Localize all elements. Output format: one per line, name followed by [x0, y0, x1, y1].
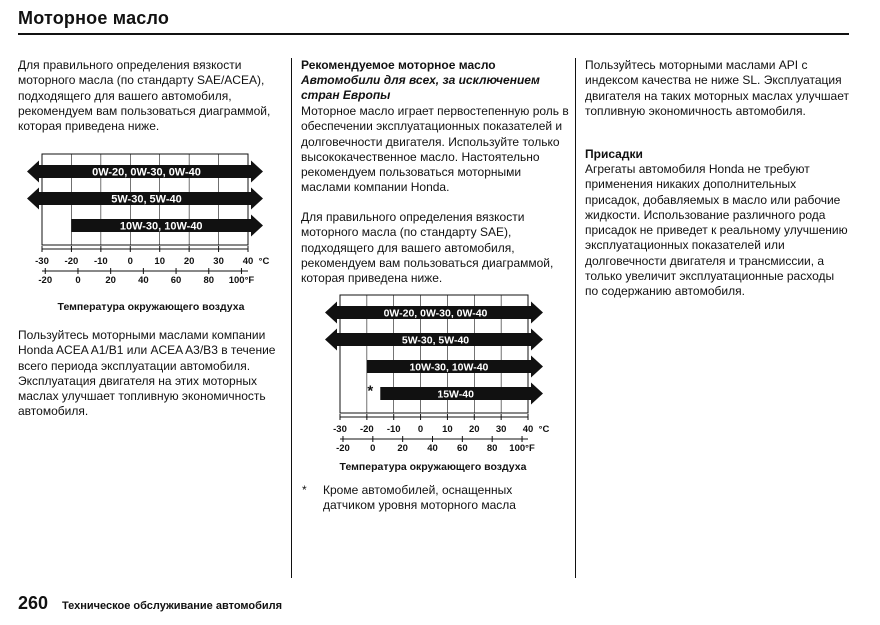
chart1-f-tick-label: -20 — [38, 275, 53, 286]
chart2-c-unit: °C — [538, 424, 550, 435]
page-number: 260 — [18, 593, 49, 613]
footnote-text: Кроме автомобилей, оснащенных датчиком уровня моторного масла — [323, 483, 516, 513]
chart1-f-tick-label: 0 — [75, 275, 81, 286]
chart2-caption: Температура окружающего воздуха — [339, 461, 527, 473]
chart2-bar-label-3: 10W-30, 10W-40 — [409, 361, 489, 374]
recommended-oil-heading: Рекомендуемое моторное масло — [301, 58, 496, 72]
chart2-bar-label-2: 5W-30, 5W-40 — [401, 334, 470, 347]
chart2-c-tick-label: -20 — [359, 424, 374, 435]
chart2-f-tick-label: 20 — [397, 443, 408, 454]
chart1-c-tick-label: 40 — [242, 256, 254, 267]
chart1-caption: Температура окружающего воздуха — [57, 301, 245, 313]
column-divider-2 — [575, 58, 576, 578]
footnote-asterisk: * — [302, 483, 307, 497]
chart1-c-tick-label: -20 — [64, 256, 79, 267]
chart1-bar-label-1: 0W-20, 0W-30, 0W-40 — [92, 166, 201, 179]
col1-body-text: Пользуйтесь моторными маслами компании Honda ACEA A1/B1 или ACEA A3/B3 в течение всего периода эксплуатации автомобиля. Эксплуатация двигателя на этих моторных маслах улучшает топливную экономичность автомобиля. — [18, 328, 276, 419]
chart2-f-tick-label: 60 — [457, 443, 468, 454]
chart2-c-tick-label: 40 — [522, 424, 534, 435]
chart2-f-tick-label: 100°F — [509, 443, 535, 454]
chart2-c-tick-label: 10 — [442, 424, 453, 435]
viscosity-chart-non-europe — [318, 293, 558, 459]
chart2-c-tick-label: 0 — [417, 424, 424, 435]
col1-intro-text: Для правильного определения вязкости моторного масла (по стандарту SAE/ACEA), подходящего для вашего автомобиля, рекомендуем вам пользоваться диаграммой, которая приведена ниже. — [18, 58, 271, 134]
col3-para1: Пользуйтесь моторными маслами API с индексом качества не ниже SL. Эксплуатация двигателя на таких моторных маслах улучшает топливную экономичность автомобиля. — [585, 58, 849, 118]
col2-para1: Моторное масло играет первостепенную роль в обеспечении эксплуатационных показателей и долговечности двигателя. Используйте только высококачественное масло. Настоятельно рекомендуем пользоваться моторными маслами компании Honda. — [301, 104, 569, 195]
chart1-c-tick-label: -10 — [93, 256, 108, 267]
title-rule — [18, 33, 849, 35]
chart1-c-tick-label: 0 — [127, 256, 133, 267]
chart2-f-tick-label: 40 — [427, 443, 438, 454]
chart1-c-tick-label: 30 — [213, 256, 224, 267]
col2-para2: Для правильного определения вязкости моторного масла (по стандарту SAE), подходящего для вашего автомобиля, рекомендуем вам пользоваться диаграммой, которая приведена ниже. — [301, 210, 554, 286]
chart2-bar-label-4: 15W-40 — [437, 388, 474, 401]
chart1-f-tick-label: 80 — [203, 275, 215, 286]
chart1-f-tick-label: 40 — [138, 275, 149, 286]
chart2-asterisk-marker: * — [367, 382, 374, 400]
page-title: Моторное масло — [18, 8, 170, 28]
chart2-c-tick-label: 20 — [468, 424, 480, 435]
chart1-f-tick-label: 100°F — [228, 275, 255, 286]
chart2-bar-label-1: 0W-20, 0W-30, 0W-40 — [383, 307, 488, 320]
chart2-f-tick-label: 80 — [486, 443, 498, 454]
chart2-c-tick-label: 30 — [495, 424, 507, 435]
additives-heading: Присадки — [585, 147, 643, 161]
chart1-f-tick-label: 20 — [105, 275, 116, 286]
chart1-c-tick-label: 20 — [183, 256, 195, 267]
footer-section-title: Техническое обслуживание автомобиля — [62, 600, 283, 612]
viscosity-chart-europe — [20, 152, 282, 292]
chart2-c-tick-label: -10 — [386, 424, 401, 435]
col3-para2: Агрегаты автомобиля Honda не требуют применения никаких дополнительных присадок, добавляемых в масло или рабочие жидкости. Использование различного рода присадок не приведет к реальному улучшению эксплуатационных показателей или долговечности двигателя и трансмиссии, а только увеличит эксплуатационные расходы по содержанию автомобиля. — [585, 162, 848, 299]
chart1-c-tick-label: -30 — [35, 256, 49, 267]
chart1-bar-label-3: 10W-30, 10W-40 — [119, 220, 203, 233]
chart1-c-tick-label: 10 — [154, 256, 166, 267]
region-subheading: Автомобили для всех, за исключением стран Европы — [301, 73, 540, 103]
chart1-bar-label-2: 5W-30, 5W-40 — [111, 193, 182, 206]
chart1-f-tick-label: 60 — [170, 275, 182, 286]
chart1-c-unit: °C — [258, 256, 270, 267]
chart2-c-tick-label: -30 — [333, 424, 347, 435]
chart2-f-tick-label: -20 — [336, 443, 350, 454]
chart2-f-tick-label: 0 — [370, 443, 376, 454]
column-divider-1 — [291, 58, 292, 578]
